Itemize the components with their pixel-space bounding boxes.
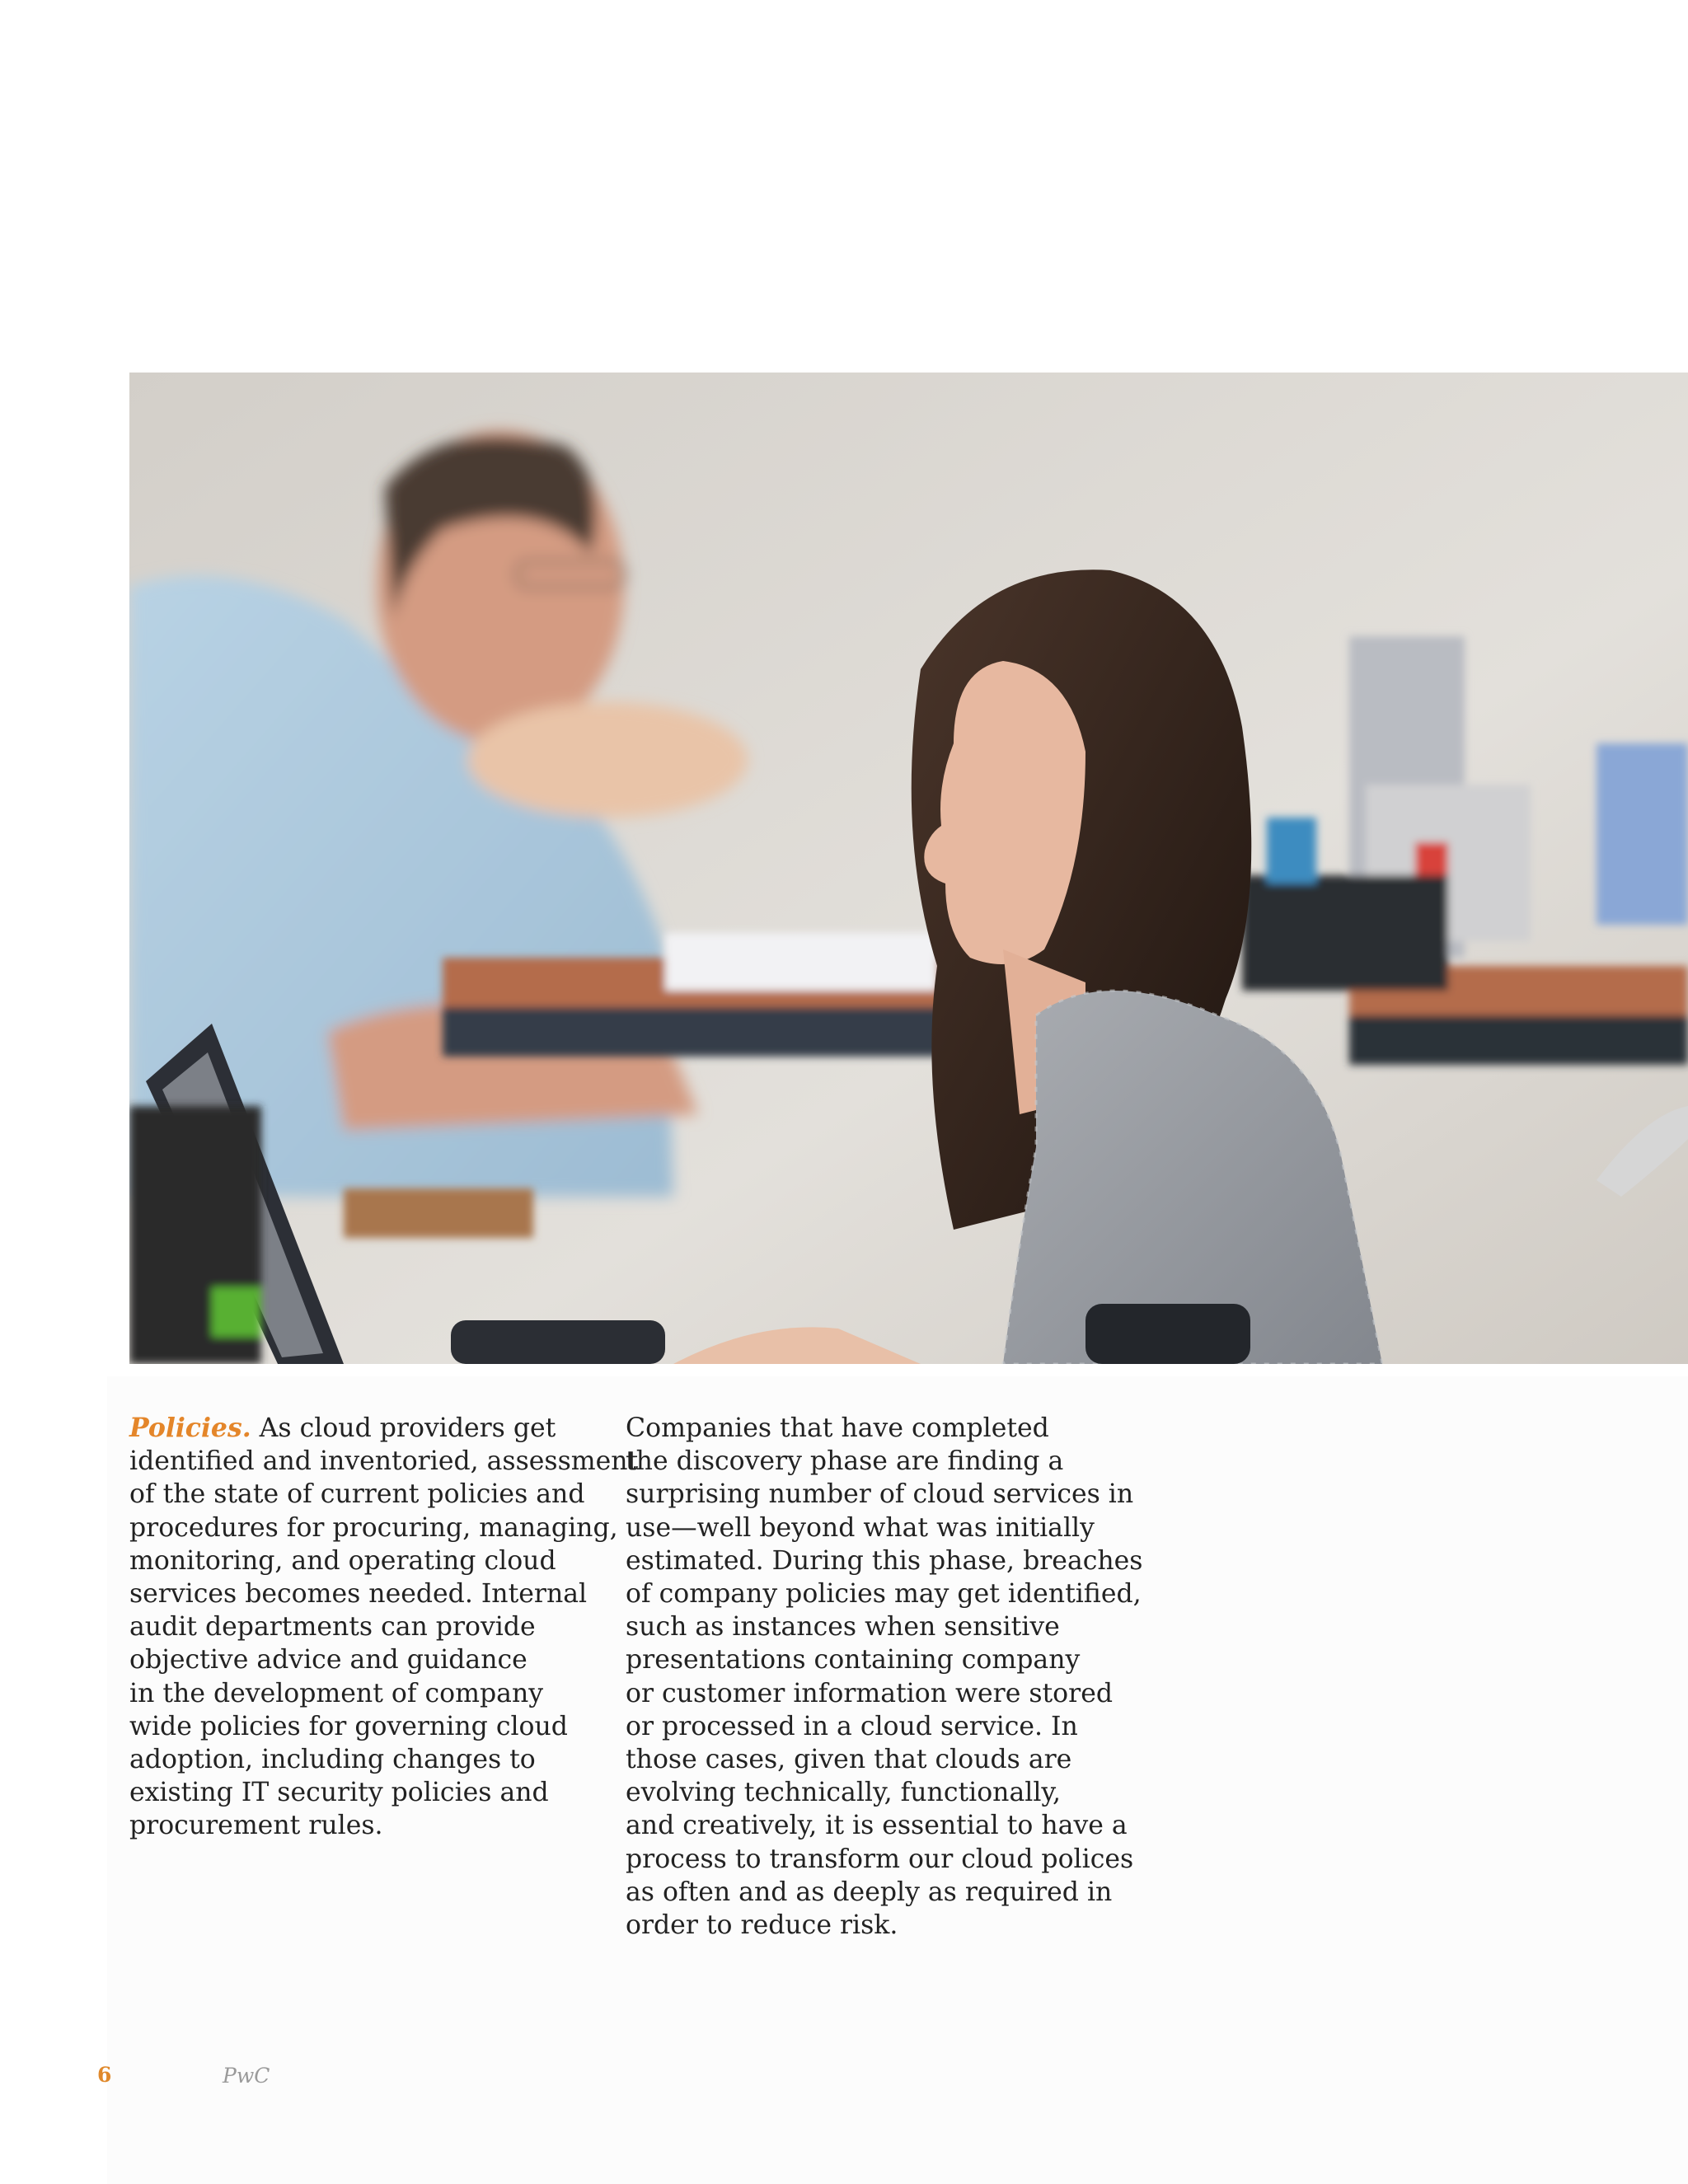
text-line: those cases, given that clouds are [626, 1745, 1072, 1775]
text-line: estimated. During this phase, breaches [626, 1545, 1143, 1576]
text-line: surprising number of cloud services in [626, 1479, 1134, 1510]
text-line: in the development of company [129, 1678, 544, 1708]
text-line-continuation: As cloud providers get [251, 1413, 556, 1443]
text-line: of the state of current policies and [129, 1479, 585, 1510]
text-line: such as instances when sensitive [626, 1612, 1060, 1643]
text-line: and creatively, it is essential to have a [626, 1811, 1128, 1841]
text-line: services becomes needed. Internal [129, 1579, 588, 1610]
text-line [129, 1412, 599, 1445]
text-line: evolving technically, functionally, [626, 1778, 1062, 1808]
text-line: Companies that have completed [626, 1413, 1049, 1443]
office-photo-illustration [129, 373, 1688, 1364]
text-line: objective advice and guidance [129, 1645, 528, 1675]
text-line: or processed in a cloud service. In [626, 1711, 1078, 1741]
text-line: use—well beyond what was initially [626, 1512, 1095, 1543]
text-line: audit departments can provide [129, 1612, 536, 1643]
left-column-text [129, 1412, 639, 1843]
text-line: adoption, including changes to [129, 1745, 536, 1775]
text-line: existing IT security policies and [129, 1778, 549, 1808]
text-line: monitoring, and operating cloud [129, 1545, 556, 1576]
text-line: presentations containing company [626, 1645, 1081, 1675]
right-column-text [626, 1412, 1143, 1942]
footer-brand: PwC [223, 2064, 270, 2088]
text-line: of company policies may get identified, [626, 1579, 1142, 1610]
text-line: order to reduce risk. [626, 1910, 898, 1941]
text-line: procedures for procuring, managing, [129, 1512, 618, 1543]
section-lead: Policies. [129, 1413, 251, 1443]
text-line: or customer information were stored [626, 1678, 1113, 1708]
text-line: process to transform our cloud polices [626, 1844, 1134, 1874]
text-line: procurement rules. [129, 1811, 383, 1841]
office-photo [129, 373, 1688, 1364]
text-line: the discovery phase are finding a [626, 1446, 1064, 1477]
page-number: 6 [97, 2063, 112, 2087]
text-line: identified and inventoried, assessment [129, 1446, 639, 1477]
text-line: as often and as deeply as required in [626, 1877, 1113, 1907]
text-line: wide policies for governing cloud [129, 1711, 568, 1741]
